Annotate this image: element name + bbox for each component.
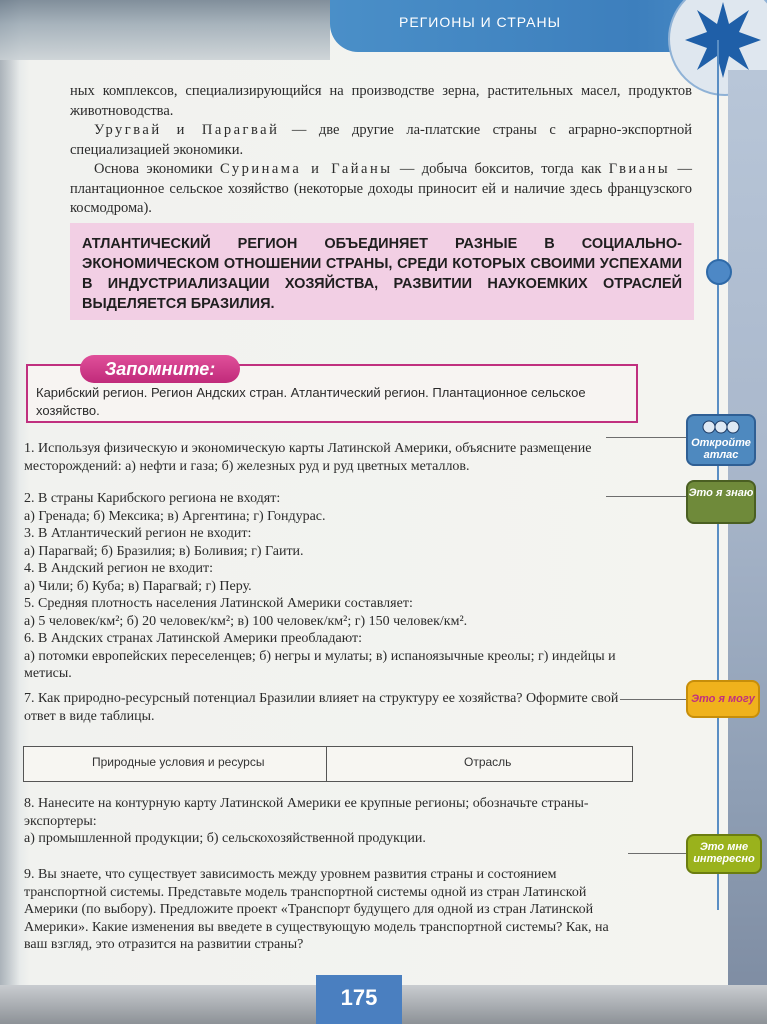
answer-table	[23, 746, 633, 782]
table-header-resources: Природные условия и ресурсы	[92, 755, 265, 769]
intro-paragraph-3	[70, 160, 692, 219]
question-3-options: а) Парагвай; б) Бразилия; в) Боливия; г) Гаити.	[24, 543, 304, 559]
atlas-leader-line	[606, 437, 686, 438]
question-1: 1. Используя физическую и экономическую карты Латинской Америки, объясните размещение месторождений: а) нефти и газа; б) железных руд и руд цветных металлов.	[24, 441, 592, 474]
question-6: 6. В Андских странах Латинской Америки преобладают:	[24, 631, 363, 646]
know-leader-line	[606, 496, 686, 497]
question-4-options: а) Чили; б) Куба; в) Парагвай; г) Перу.	[24, 578, 252, 594]
page-number: 175	[340, 985, 378, 1010]
timeline-line	[717, 40, 719, 910]
i-know-label	[686, 480, 756, 524]
open-atlas-label	[686, 414, 756, 466]
table-divider	[326, 747, 327, 781]
intro-paragraph-3-start: Основа экономики	[94, 161, 221, 177]
intro-paragraph-3-end: — плантационное сельское хозяйство (некоторые доходы приносит ей и наличие здесь французского космодрома).	[70, 161, 693, 216]
can-leader-line	[620, 699, 686, 700]
question-7: 7. Как природно-ресурсный потенциал Бразилии влияет на структуру ее хозяйства? Оформите свой ответ в виде таблицы.	[24, 691, 619, 724]
question-8: 8. Нанесите на контурную карту Латинской Америки ее крупные регионы; обозначьте страны-экспортеры:	[24, 796, 589, 829]
i-can-label	[686, 680, 760, 718]
timeline-dot	[706, 259, 732, 285]
country-name-guiana: Гвианы	[608, 161, 671, 177]
highlight-text: АТЛАНТИЧЕСКИЙ РЕГИОН ОБЪЕДИНЯЕТ РАЗНЫЕ В СОЦИАЛЬНО-ЭКОНОМИЧЕСКОМ ОТНОШЕНИИ СТРАНЫ, СРЕДИ КОТОРЫХ СВОИМИ УСПЕХАМИ В ИНДУСТРИАЛИЗАЦИИ ХОЗЯЙСТВА, РАЗВИТИИ НАУКОЕМКИХ ОТРАСЛЕЙ ВЫДЕЛЯЕТСЯ БРАЗИЛИЯ.	[82, 236, 682, 312]
question-4: 4. В Андский регион не входит:	[24, 561, 214, 576]
remember-badge: Запомните:	[80, 355, 240, 383]
globes-icon	[701, 419, 741, 435]
country-names-uruguay-paraguay: Уругвай и Парагвай	[94, 122, 280, 138]
question-5-options: а) 5 человек/км²; б) 20 человек/км²; в) 100 человек/км²; г) 150 человек/км².	[24, 613, 468, 629]
section-title: РЕГИОНЫ И СТРАНЫ	[399, 14, 561, 30]
open-atlas-text: Откройте атлас	[691, 437, 751, 461]
page-gutter-shadow	[0, 0, 20, 1024]
i-can-text: Это я могу	[691, 693, 755, 705]
question-3: 3. В Атлантический регион не входит:	[24, 526, 252, 541]
i-know-text: Это я знаю	[688, 487, 754, 499]
remember-terms: Карибский регион. Регион Андских стран. Атлантический регион. Плантационное сельское хозяйство.	[36, 385, 586, 418]
interest-leader-line	[628, 853, 686, 854]
question-8-block	[24, 795, 628, 848]
intro-paragraph-2-rest: — две другие ла-платские страны с аграрно-экспортной специализацией экономики.	[70, 122, 692, 158]
question-2: 2. В страны Карибского региона не входят:	[24, 491, 281, 506]
question-9: 9. Вы знаете, что существует зависимость между уровнем развития страны и состоянием транспортной системы. Представьте модель транспортной системы одной из стран Латинской Америки (по выбору). Предложите проект «Транспорт будущего для одной из стран Латинской Америки». Какие изменения вы введете в существующую модель транспортной системы? Как, на ваш взгляд, это отразится на развитии страны?	[24, 867, 609, 952]
questions-block-2-6	[24, 490, 628, 683]
country-names-suriname-guyana: Суринама и Гайаны	[220, 161, 393, 177]
question-6-options: а) потомки европейских переселенцев; б) негры и мулаты; в) испаноязычные креолы; г) индейцы и метисы.	[24, 648, 616, 681]
question-2-options: а) Гренада; б) Мексика; в) Аргентина; г) Гондурас.	[24, 508, 326, 524]
intro-paragraph-2	[70, 121, 692, 160]
intro-paragraph-1: ных комплексов, специализирующийся на производстве зерна, растительных масел, продуктов животноводства.	[70, 83, 692, 119]
star-icon	[683, 0, 763, 80]
question-8-options: а) промышленной продукции; б) сельскохозяйственной продукции.	[24, 831, 426, 846]
interesting-label	[686, 834, 762, 874]
intro-text	[70, 82, 692, 219]
question-5: 5. Средняя плотность населения Латинской Америки составляет:	[24, 596, 413, 611]
header-photo	[0, 0, 330, 60]
interesting-text: Это мне интересно	[693, 841, 755, 865]
intro-paragraph-3-mid: — добыча бокситов, тогда как	[392, 161, 609, 177]
table-header-industry: Отрасль	[464, 755, 512, 769]
side-photo-strip	[728, 70, 767, 1024]
